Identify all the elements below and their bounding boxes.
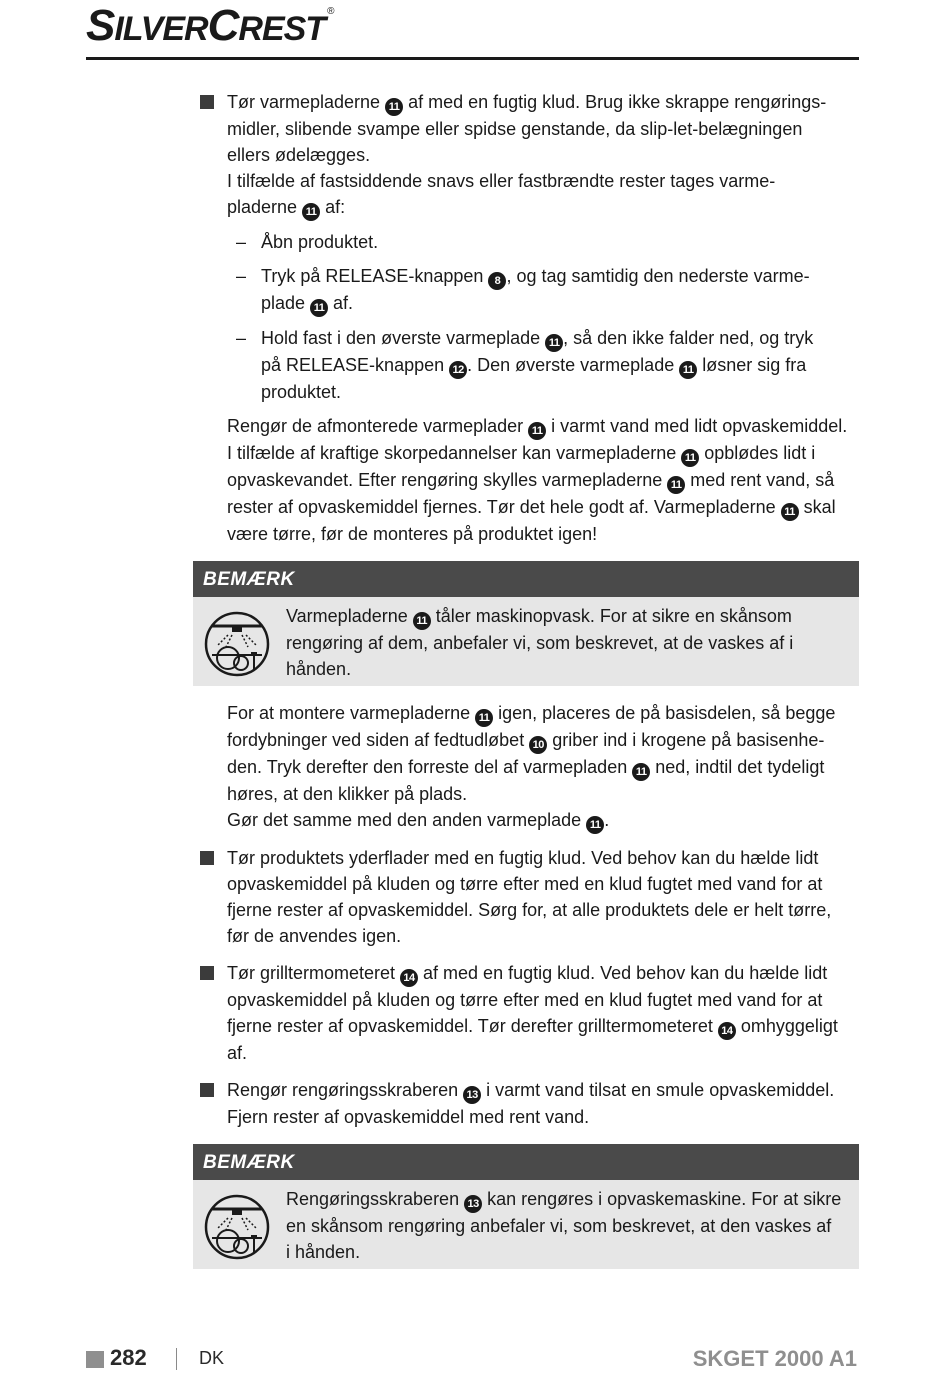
text-line: Rengør de afmonterede varmeplader 11 i varmt vand med lidt opvaskemiddel. (227, 413, 863, 440)
silvercrest-logo: SILVERCREST ® (86, 1, 334, 50)
ref-8-icon: 8 (488, 272, 506, 290)
text-line: fordybninger ved siden af fedtudløbet 10 griber ind i krogene på basisenhe- (227, 727, 863, 754)
bullet-square-icon (200, 851, 214, 865)
text-line: rester af opvaskemiddel fjernes. Tør det hele godt af. Varmepladerne 11 skal (227, 494, 863, 521)
bullet-square-icon (200, 1083, 214, 1097)
bullet-square-icon (200, 966, 214, 980)
ref-11-icon: 11 (681, 449, 699, 467)
step-release-upper: – Hold fast i den øverste varmeplade 11 , så den ikke falder ned, og tryk på RELEASE-knappen 12 . Den øverste varmeplade 11 løsner sig fra produktet. (236, 328, 814, 402)
text-line: Gør det samme med den anden varmeplade 11 . (227, 807, 863, 834)
footer-square-icon (86, 1351, 104, 1368)
note-title: BEMÆRK (193, 1144, 859, 1180)
bullet-square-icon (200, 95, 214, 109)
model-name: SKGET 2000 A1 (692, 1346, 857, 1371)
note-body: Varmepladerne 11 tåler maskinopvask. For at sikre en skånsom rengøring af dem, anbefaler vi, som beskrevet, at de vaskes af i hånden. (193, 597, 859, 686)
text-line: I tilfælde af fastsiddende snavs eller fastbrændte rester tages varme- (227, 171, 776, 191)
ref-14-icon: 14 (718, 1022, 736, 1040)
ref-11-icon: 11 (679, 361, 697, 379)
note-title: BEMÆRK (193, 561, 859, 597)
note-box (193, 561, 859, 686)
ref-13-icon: 13 (464, 1195, 482, 1213)
language-code: DK (199, 1348, 225, 1368)
step-release-lower: – Tryk på RELEASE-knappen 8 , og tag samtidig den nederste varme- plade 11 af. (227, 263, 863, 317)
manual-content (203, 89, 863, 1269)
ref-14-icon: 14 (400, 969, 418, 987)
ref-11-icon: 11 (302, 203, 320, 221)
ref-11-icon: 11 (310, 299, 328, 317)
text-line: Tør varmepladerne 11 af med en fugtig klud. Brug ikke skrappe rengørings- (227, 89, 863, 116)
ref-11-icon: 11 (781, 503, 799, 521)
ref-11-icon: 11 (528, 422, 546, 440)
text-line: For at montere varmepladerne 11 igen, placeres de på basisdelen, så begge (227, 700, 863, 727)
bullet-thermometer: Tør grilltermometeret 14 af med en fugtig klud. Ved behov kan du hælde lidt opvaskemiddel på kluden og tørre efter med en klud fugtet med vand for at fjerne rester af opvaskemiddel. Tør derefter grilltermometeret 14 omhyggeligt af. (227, 960, 863, 1066)
text-line: ellers ødelægges. (227, 145, 371, 165)
ref-11-icon: 11 (385, 98, 403, 116)
ref-11-icon: 11 (667, 476, 685, 494)
ref-13-icon: 13 (463, 1086, 481, 1104)
ref-11-icon: 11 (632, 763, 650, 781)
text-line: være tørre, før de monteres på produktet igen! (227, 524, 598, 544)
header-rule (86, 57, 859, 60)
text-line: midler, slibende svampe eller spidse genstande, da slip-let-belægningen (227, 119, 803, 139)
dishwasher-icon (204, 611, 270, 677)
ref-11-icon: 11 (475, 709, 493, 727)
note-body: Rengøringsskraberen 13 kan rengøres i opvaskemaskine. For at sikre en skånsom rengøring anbefaler vi, som beskrevet, at den vaskes af i hånden. (193, 1180, 859, 1269)
dishwasher-icon (204, 1194, 270, 1260)
text-line: I tilfælde af kraftige skorpedannelser kan varmepladerne 11 opblødes lidt i (227, 440, 863, 467)
text-line: høres, at den klikker på plads. (227, 784, 468, 804)
ref-12-icon: 12 (449, 361, 467, 379)
text-line: pladerne 11 af: (227, 194, 863, 221)
text-line: den. Tryk derefter den forreste del af varmepladen 11 ned, indtil det tydeligt (227, 754, 863, 781)
bullet-outer-surfaces: Tør produktets yderflader med en fugtig klud. Ved behov kan du hælde lidt opvaskemiddel på kluden og tørre efter med en klud fugtet med vand for at fjerne rester af opvaskemiddel. Sørg for, at alle produktets dele er helt tørre, før de anvendes igen. (227, 845, 863, 949)
bullet-scraper: Rengør rengøringsskraberen 13 i varmt vand tilsat en smule opvaskemiddel. Fjern rester af opvaskemiddel med rent vand. (227, 1077, 863, 1130)
text-line: opvaskevandet. Efter rengøring skylles varmepladerne 11 med rent vand, så (227, 467, 863, 494)
note-box (193, 1144, 859, 1269)
ref-11-icon: 11 (413, 612, 431, 630)
footer-divider (176, 1348, 177, 1370)
ref-11-icon: 11 (545, 334, 563, 352)
ref-10-icon: 10 (529, 736, 547, 754)
step-open: – Åbn produktet. (236, 232, 379, 252)
page-number: 282 (110, 1345, 147, 1370)
ref-11-icon: 11 (586, 816, 604, 834)
bullet-heating-plates (227, 89, 863, 547)
